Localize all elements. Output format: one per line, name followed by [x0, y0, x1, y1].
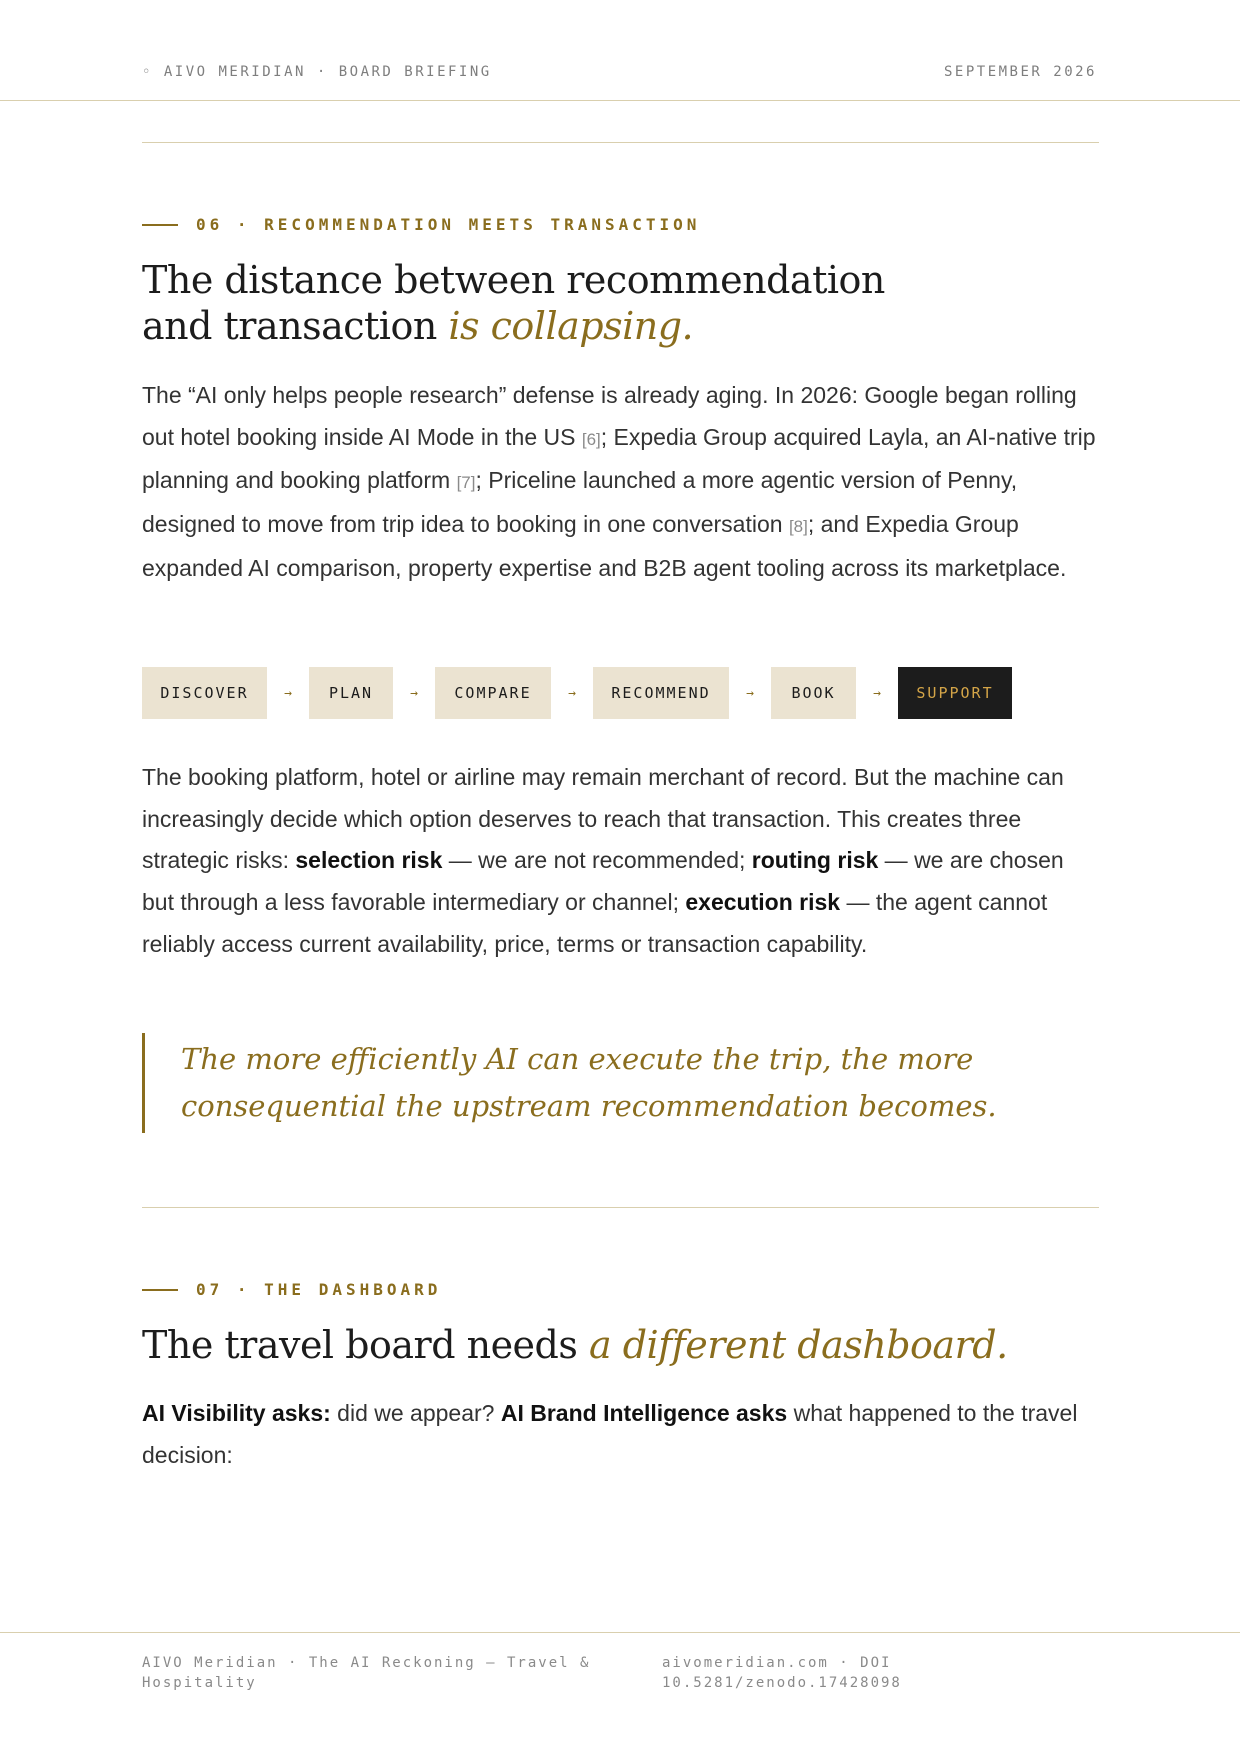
para-text: ; and Expedia Group expanded AI comparison, property expertise and B2B agent tooling across its marketplace.	[142, 511, 1067, 581]
term-ai-visibility: AI Visibility asks:	[142, 1400, 331, 1426]
pull-quote	[142, 1033, 1105, 1133]
title-text: The travel board needs	[142, 1323, 589, 1367]
term-selection-risk: selection risk	[295, 847, 443, 874]
flow-step-book: BOOK	[771, 667, 856, 719]
term-execution-risk: execution risk	[685, 889, 841, 916]
flow-step-plan: PLAN	[309, 667, 393, 719]
flow-step-recommend: RECOMMEND	[593, 667, 729, 719]
page-footer	[0, 1632, 1240, 1755]
flow-arrow: →	[746, 685, 754, 701]
flow-arrow: →	[410, 685, 418, 701]
footer-title: AIVO Meridian · The AI Reckoning — Travel & Hospitality	[142, 1655, 591, 1691]
para-text: did we appear?	[330, 1400, 501, 1426]
para-text: ; Expedia Group acquired Layla, an AI-native trip planning and booking platform	[142, 423, 1096, 494]
citation-6: [6]	[581, 429, 601, 449]
flow-arrow: →	[284, 685, 292, 701]
section-06-eyebrow	[142, 215, 700, 234]
term-routing-risk: routing risk	[751, 847, 879, 874]
header-date: SEPTEMBER 2026	[943, 64, 1097, 80]
para-text: — we are not recommended;	[442, 847, 752, 874]
title-emphasis: a different dashboard.	[588, 1323, 1008, 1367]
flow-step-discover: DISCOVER	[142, 667, 267, 719]
para-text: — the agent cannot reliably access current availability, price, terms or transaction capability.	[142, 889, 1048, 957]
header-brand: ◦ AIVO MERIDIAN · BOARD BRIEFING	[142, 64, 492, 80]
section-06-title	[142, 257, 1042, 349]
section-06-paragraph-1	[142, 375, 1102, 590]
section-07-paragraph	[142, 1393, 1102, 1476]
title-emphasis: is collapsing.	[448, 304, 694, 348]
flow-arrow: →	[873, 685, 881, 701]
pull-quote-text: The more efficiently AI can execute the trip, the more consequential the upstream recommendation becomes.	[181, 1042, 997, 1123]
footer-doi: aivomeridian.com · DOI 10.5281/zenodo.17428098	[662, 1655, 902, 1691]
para-text: The “AI only helps people research” defense is already aging. In 2026: Google began rolling out hotel booking inside AI Mode in the US	[142, 382, 1077, 450]
para-text: — we are chosen but through a less favorable intermediary or channel;	[142, 847, 1064, 916]
para-text: what happened to the travel decision:	[142, 1400, 1078, 1468]
title-line-1: The distance between recommendation	[142, 258, 885, 302]
section-divider	[142, 1207, 1099, 1208]
citation-7: [7]	[456, 473, 476, 493]
page-header	[0, 0, 1240, 101]
eyebrow-text: 06 · RECOMMENDATION MEETS TRANSACTION	[196, 215, 701, 234]
para-text: The booking platform, hotel or airline may remain merchant of record. But the machine can increasingly decide which option deserves to reach that transaction. This creates three strategic risks:	[142, 764, 1064, 874]
eyebrow-dash	[142, 224, 178, 226]
flow-arrow: →	[568, 685, 576, 701]
section-06-paragraph-2	[142, 757, 1102, 966]
flow-step-support: SUPPORT	[898, 667, 1012, 719]
section-07-title	[142, 1322, 1042, 1368]
para-text: ; Priceline launched a more agentic version of Penny, designed to move from trip idea to booking in one conversation	[142, 467, 1018, 538]
section-07-eyebrow	[142, 1280, 441, 1299]
section-divider	[142, 142, 1099, 143]
journey-flow	[142, 667, 1012, 719]
flow-step-compare: COMPARE	[435, 667, 551, 719]
term-ai-brand-intelligence: AI Brand Intelligence asks	[500, 1400, 788, 1426]
eyebrow-text: 07 · THE DASHBOARD	[196, 1280, 442, 1299]
title-line-2: and transaction	[142, 304, 449, 348]
eyebrow-dash	[142, 1289, 178, 1291]
citation-8: [8]	[788, 517, 808, 537]
